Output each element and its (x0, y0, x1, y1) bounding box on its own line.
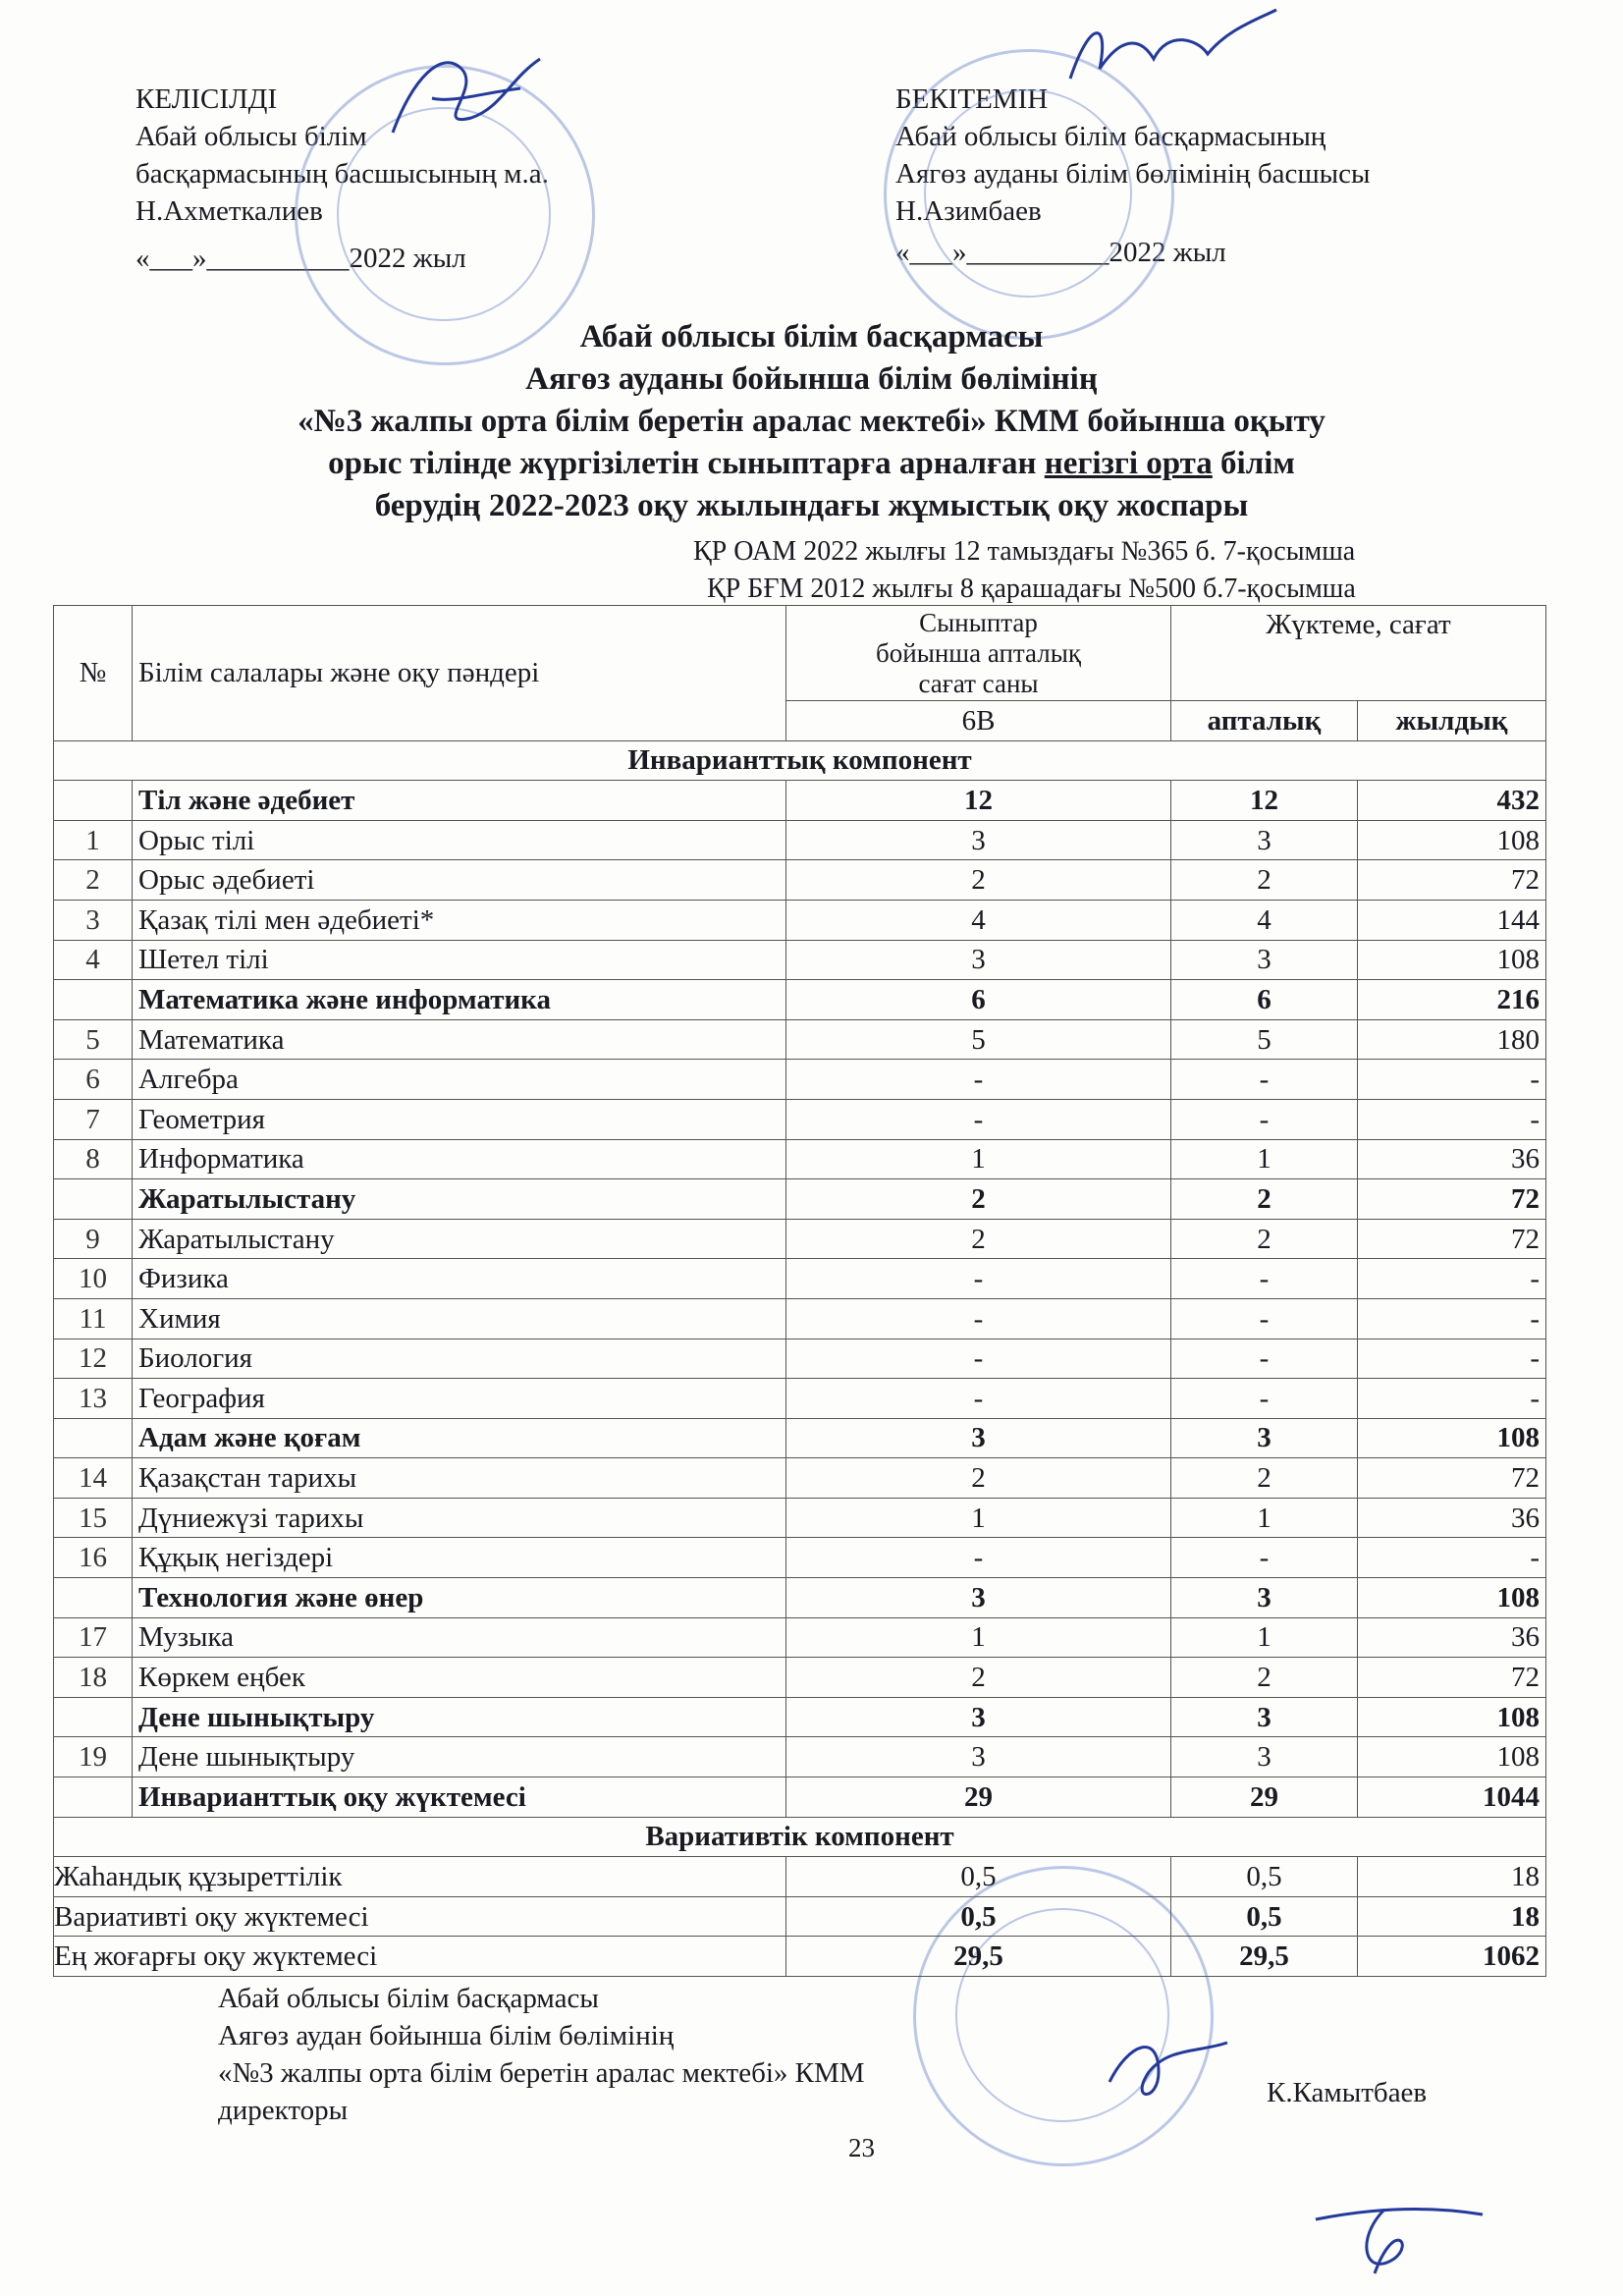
subject-group-row (54, 1418, 1546, 1458)
row-num: 13 (54, 1379, 133, 1419)
row-subject: Қазақстан тарихы (133, 1458, 786, 1499)
row-num (54, 1777, 133, 1818)
row-grade-hours: 3 (786, 940, 1171, 980)
row-grade-hours: 4 (786, 900, 1171, 940)
approval-right-heading: БЕКІТЕМІН (895, 83, 1049, 115)
director-name: К.Камытбаев (1267, 2077, 1428, 2108)
row-subject: Жаратылыстану (133, 1179, 786, 1220)
approval-right-line2: Аягөз ауданы білім бөлімінің басшысы (895, 158, 1371, 190)
row-subject: Алгебра (133, 1060, 786, 1100)
row-week-hours: - (1171, 1379, 1358, 1419)
row-week-hours: 5 (1171, 1019, 1358, 1060)
row-week-hours: - (1171, 1099, 1358, 1139)
row-year-hours: - (1358, 1538, 1546, 1578)
title-line4-underlined: негізгі орта (1044, 446, 1213, 481)
row-week-hours: 2 (1171, 860, 1358, 901)
row-year-hours: 144 (1358, 900, 1546, 940)
subject-row (54, 1658, 1546, 1698)
row-week-hours: 2 (1171, 1458, 1358, 1499)
row-week-hours: 12 (1171, 781, 1358, 821)
row-grade-hours: - (786, 1298, 1171, 1339)
row-week-hours: 3 (1171, 1697, 1358, 1737)
subject-group-row (54, 1578, 1546, 1618)
subject-row (54, 1339, 1546, 1379)
row-subject: Химия (133, 1298, 786, 1339)
header-week: апталық (1171, 701, 1358, 741)
subject-row (54, 1298, 1546, 1339)
variative-section-row (54, 1817, 1546, 1857)
footer-line3: «№3 жалпы орта білім беретін аралас мектебі» КММ (218, 2057, 865, 2089)
row-week-hours: 3 (1171, 940, 1358, 980)
row-grade-hours: 3 (786, 1697, 1171, 1737)
row-grade-hours: 0,5 (786, 1857, 1171, 1897)
row-grade-hours: 2 (786, 1179, 1171, 1220)
signature-director (1100, 2023, 1237, 2111)
row-subject: Жаратылыстану (133, 1219, 786, 1259)
title-line2: Аягөз ауданы бойынша білім бөлімінің (525, 361, 1098, 397)
row-week-hours: 4 (1171, 900, 1358, 940)
subject-row (54, 900, 1546, 940)
row-subject: Адам және қоғам (133, 1418, 786, 1458)
reference-line1: ҚР ОАМ 2022 жылғы 12 тамыздағы №365 б. 7-қосымша (693, 536, 1356, 567)
subject-group-row (54, 1179, 1546, 1220)
row-num (54, 980, 133, 1020)
approval-left-heading: КЕЛІСІЛДІ (135, 83, 278, 115)
subject-row (54, 1379, 1546, 1419)
row-year-hours: 108 (1358, 940, 1546, 980)
row-grade-hours: 2 (786, 1658, 1171, 1698)
title-line4-start: орыс тілінде жүргізілетін сыныптарға арналған (328, 446, 1045, 481)
row-grade-hours: 1 (786, 1498, 1171, 1538)
table-header-row (54, 606, 1546, 701)
row-year-hours: 72 (1358, 1658, 1546, 1698)
row-grade-hours: 29,5 (786, 1937, 1171, 1977)
row-week-hours: 1 (1171, 1498, 1358, 1538)
row-year-hours: 72 (1358, 1458, 1546, 1499)
page-number: 23 (848, 2133, 875, 2162)
row-num (54, 1578, 133, 1618)
row-year-hours: 72 (1358, 1179, 1546, 1220)
row-week-hours: 2 (1171, 1179, 1358, 1220)
header-weekly-hours: Сыныптар бойынша апталық сағат саны (786, 606, 1171, 701)
subject-row (54, 940, 1546, 980)
reference-line2: ҚР БҒМ 2012 жылғы 8 қарашадағы №500 б.7-қосымша (707, 574, 1356, 604)
approval-left-date: «___»__________2022 жыл (135, 243, 466, 274)
title-line5: берудің 2022-2023 оқу жылындағы жұмыстық оқу жоспары (374, 488, 1249, 523)
row-num: 5 (54, 1019, 133, 1060)
subject-row (54, 1060, 1546, 1100)
row-num: 19 (54, 1737, 133, 1777)
row-grade-hours: 5 (786, 1019, 1171, 1060)
row-year-hours: 72 (1358, 1219, 1546, 1259)
row-year-hours: - (1358, 1339, 1546, 1379)
row-num (54, 1697, 133, 1737)
subject-row (54, 1099, 1546, 1139)
row-subject: Орыс тілі (133, 820, 786, 860)
title-line1: Абай облысы білім басқармасы (579, 319, 1044, 355)
variative-row (54, 1857, 1546, 1897)
row-grade-hours: 3 (786, 820, 1171, 860)
variative-row (54, 1896, 1546, 1937)
footer-line4: директоры (218, 2095, 349, 2126)
row-num: 1 (54, 820, 133, 860)
row-subject: Қазақ тілі мен әдебиеті* (133, 900, 786, 940)
subject-row (54, 1538, 1546, 1578)
subject-group-row (54, 781, 1546, 821)
approval-right-line1: Абай облысы білім басқармасының (895, 121, 1326, 152)
row-num: 15 (54, 1498, 133, 1538)
row-year-hours: 108 (1358, 1697, 1546, 1737)
row-num: 17 (54, 1617, 133, 1658)
row-week-hours: 6 (1171, 980, 1358, 1020)
row-grade-hours: 1 (786, 1139, 1171, 1179)
row-year-hours: 72 (1358, 860, 1546, 901)
row-num: 12 (54, 1339, 133, 1379)
row-subject: География (133, 1379, 786, 1419)
row-subject: Жаһандық құзыреттілік (54, 1857, 786, 1897)
row-year-hours: - (1358, 1298, 1546, 1339)
row-year-hours: 36 (1358, 1139, 1546, 1179)
row-subject: Математика және информатика (133, 980, 786, 1020)
signature-margin (1296, 2180, 1492, 2288)
footer-line2: Аягөз аудан бойынша білім бөлімінің (218, 2020, 675, 2051)
row-grade-hours: - (786, 1259, 1171, 1299)
row-grade-hours: 0,5 (786, 1896, 1171, 1937)
row-num: 8 (54, 1139, 133, 1179)
row-num: 2 (54, 860, 133, 901)
subject-row (54, 1259, 1546, 1299)
row-year-hours: - (1358, 1259, 1546, 1299)
row-grade-hours: - (786, 1339, 1171, 1379)
row-week-hours: 3 (1171, 1737, 1358, 1777)
subject-row (54, 860, 1546, 901)
row-num: 9 (54, 1219, 133, 1259)
variative-label: Вариативтік компонент (54, 1817, 1546, 1857)
row-subject: Вариативті оқу жүктемесі (54, 1896, 786, 1937)
row-num: 14 (54, 1458, 133, 1499)
invariant-label: Инварианттық компонент (54, 740, 1546, 781)
subject-group-row (54, 1697, 1546, 1737)
row-week-hours: 0,5 (1171, 1896, 1358, 1937)
row-grade-hours: - (786, 1379, 1171, 1419)
row-num (54, 781, 133, 821)
row-subject: Тіл және әдебиет (133, 781, 786, 821)
subject-row (54, 1498, 1546, 1538)
row-week-hours: 2 (1171, 1658, 1358, 1698)
row-year-hours: 36 (1358, 1498, 1546, 1538)
row-subject: Шетел тілі (133, 940, 786, 980)
row-year-hours: 18 (1358, 1857, 1546, 1897)
row-grade-hours: 3 (786, 1737, 1171, 1777)
row-year-hours: 108 (1358, 820, 1546, 860)
row-week-hours: 3 (1171, 1418, 1358, 1458)
row-subject: Ең жоғарғы оқу жүктемесі (54, 1937, 786, 1977)
row-num: 7 (54, 1099, 133, 1139)
header-year: жылдық (1358, 701, 1546, 741)
row-grade-hours: 3 (786, 1578, 1171, 1618)
row-grade-hours: - (786, 1060, 1171, 1100)
approval-right-date: «___»__________2022 жыл (895, 237, 1226, 268)
row-week-hours: 3 (1171, 820, 1358, 860)
row-subject: Инварианттық оқу жүктемесі (133, 1777, 786, 1818)
row-grade-hours: 2 (786, 1219, 1171, 1259)
row-num (54, 1179, 133, 1220)
approval-left-line1: Абай облысы білім (135, 121, 367, 152)
row-year-hours: - (1358, 1060, 1546, 1100)
row-grade-hours: - (786, 1099, 1171, 1139)
row-subject: Музыка (133, 1617, 786, 1658)
row-subject: Технология және өнер (133, 1578, 786, 1618)
row-subject: Информатика (133, 1139, 786, 1179)
row-week-hours: 3 (1171, 1578, 1358, 1618)
row-grade-hours: 29 (786, 1777, 1171, 1818)
row-num: 10 (54, 1259, 133, 1299)
curriculum-table (53, 605, 1546, 1977)
row-grade-hours: 1 (786, 1617, 1171, 1658)
row-year-hours: 1062 (1358, 1937, 1546, 1977)
subject-group-row (54, 980, 1546, 1020)
row-num: 16 (54, 1538, 133, 1578)
row-week-hours: 0,5 (1171, 1857, 1358, 1897)
row-week-hours: - (1171, 1060, 1358, 1100)
header-subjects: Білім салалары және оқу пәндері (133, 606, 786, 741)
signature-right (1060, 0, 1286, 108)
row-subject: Орыс әдебиеті (133, 860, 786, 901)
subject-row (54, 1219, 1546, 1259)
row-year-hours: 432 (1358, 781, 1546, 821)
row-num: 11 (54, 1298, 133, 1339)
row-grade-hours: 3 (786, 1418, 1171, 1458)
title-line4 (0, 443, 1623, 485)
row-year-hours: 216 (1358, 980, 1546, 1020)
row-year-hours: - (1358, 1099, 1546, 1139)
row-num: 3 (54, 900, 133, 940)
subject-row (54, 1019, 1546, 1060)
subject-row (54, 1617, 1546, 1658)
approval-right-name: Н.Азимбаев (895, 195, 1042, 227)
row-week-hours: 2 (1171, 1219, 1358, 1259)
row-year-hours: 108 (1358, 1578, 1546, 1618)
row-grade-hours: 2 (786, 1458, 1171, 1499)
approval-left-line2: басқармасының басшысының м.а. (135, 158, 549, 190)
row-week-hours: 1 (1171, 1617, 1358, 1658)
subject-row (54, 1139, 1546, 1179)
row-week-hours: - (1171, 1538, 1358, 1578)
row-year-hours: 18 (1358, 1896, 1546, 1937)
row-grade-hours: 2 (786, 860, 1171, 901)
row-week-hours: - (1171, 1259, 1358, 1299)
subject-row (54, 1458, 1546, 1499)
subject-row (54, 820, 1546, 860)
row-num: 6 (54, 1060, 133, 1100)
invariant-section-row (54, 740, 1546, 781)
row-year-hours: 180 (1358, 1019, 1546, 1060)
row-subject: Математика (133, 1019, 786, 1060)
row-week-hours: 1 (1171, 1139, 1358, 1179)
row-subject: Физика (133, 1259, 786, 1299)
header-load: Жүктеме, сағат (1171, 606, 1546, 701)
header-grade: 6В (786, 701, 1171, 741)
row-subject: Биология (133, 1339, 786, 1379)
approval-left-name: Н.Ахметкалиев (135, 195, 323, 227)
row-year-hours: 1044 (1358, 1777, 1546, 1818)
row-week-hours: - (1171, 1339, 1358, 1379)
row-num (54, 1418, 133, 1458)
row-year-hours: 108 (1358, 1737, 1546, 1777)
row-grade-hours: - (786, 1538, 1171, 1578)
title-line3: «№3 жалпы орта білім беретін аралас мектебі» КММ бойынша оқыту (298, 404, 1325, 439)
row-week-hours: - (1171, 1298, 1358, 1339)
row-week-hours: 29 (1171, 1777, 1358, 1818)
signature-left (373, 39, 550, 157)
footer-line1: Абай облысы білім басқармасы (218, 1983, 599, 2014)
row-subject: Дүниежүзі тарихы (133, 1498, 786, 1538)
row-week-hours: 29,5 (1171, 1937, 1358, 1977)
row-grade-hours: 12 (786, 781, 1171, 821)
row-year-hours: - (1358, 1379, 1546, 1419)
row-num: 4 (54, 940, 133, 980)
row-subject: Көркем еңбек (133, 1658, 786, 1698)
header-num: № (54, 606, 133, 741)
row-subject: Дене шынықтыру (133, 1737, 786, 1777)
title-line4-end: білім (1212, 446, 1295, 481)
row-subject: Дене шынықтыру (133, 1697, 786, 1737)
variative-row (54, 1937, 1546, 1977)
row-subject: Құқық негіздері (133, 1538, 786, 1578)
row-num: 18 (54, 1658, 133, 1698)
row-grade-hours: 6 (786, 980, 1171, 1020)
subject-group-row (54, 1777, 1546, 1818)
row-subject: Геометрия (133, 1099, 786, 1139)
subject-row (54, 1737, 1546, 1777)
row-year-hours: 108 (1358, 1418, 1546, 1458)
row-year-hours: 36 (1358, 1617, 1546, 1658)
